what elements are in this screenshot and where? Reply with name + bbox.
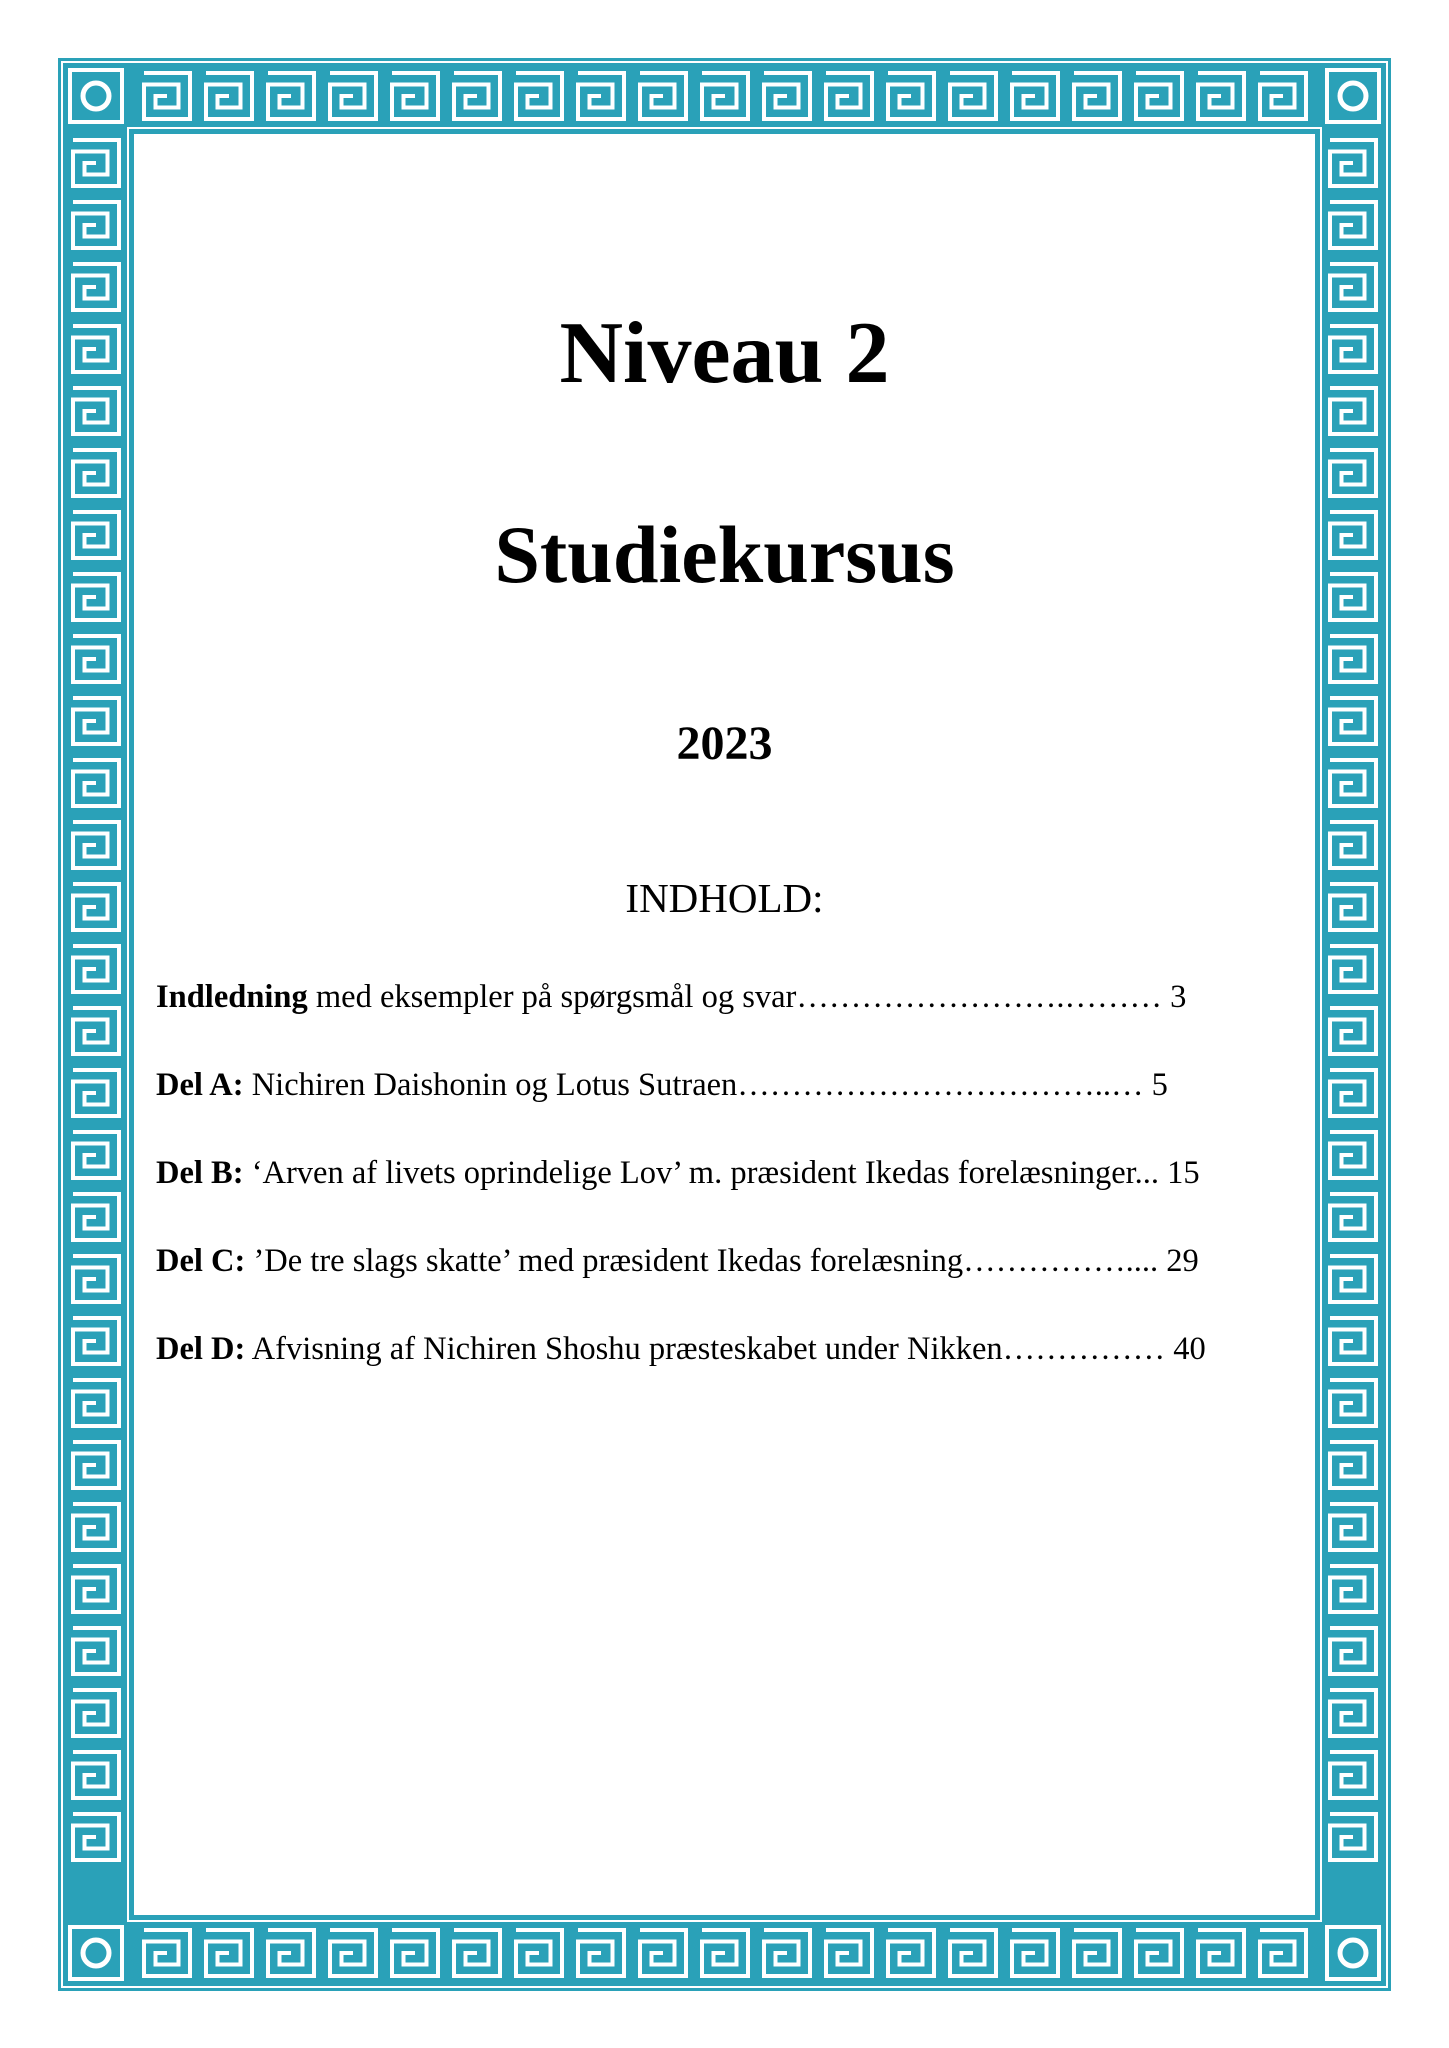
year: 2023	[676, 717, 773, 770]
toc-entry-text: Afvisning af Nichiren Shoshu præsteskabet under Nikken…………… 40	[245, 1331, 1206, 1367]
page-title: Niveau 2	[559, 305, 890, 402]
toc-entry-part-c	[156, 1242, 1276, 1281]
toc-heading: INDHOLD:	[625, 875, 824, 921]
toc-entry-label: Del D:	[156, 1331, 246, 1367]
toc-entry-label: Del A:	[156, 1067, 244, 1103]
toc-entry-text: ’De tre slags skatte’ med præsident Ikedas forelæsning…………….... 29	[245, 1243, 1199, 1279]
page-subtitle: Studiekursus	[494, 509, 955, 600]
toc-entry-label: Del C:	[156, 1243, 246, 1279]
toc-entry-label: Indledning	[156, 979, 308, 1015]
toc-entry-text: Nichiren Daishonin og Lotus Sutraen……………………………..… 5	[243, 1067, 1168, 1103]
toc-entry-part-d	[156, 1330, 1276, 1369]
toc-entry-text: ‘Arven af livets oprindelige Lov’ m. præsident Ikedas forelæsninger... 15	[243, 1155, 1200, 1191]
toc-entry-intro	[156, 978, 1276, 1017]
toc-entry-part-a	[156, 1066, 1276, 1105]
toc-entry-part-b	[156, 1154, 1276, 1193]
toc-entry-label: Del B:	[156, 1155, 244, 1191]
toc-entry-text: med eksempler på spørgsmål og svar…………………….……… 3	[307, 979, 1187, 1015]
